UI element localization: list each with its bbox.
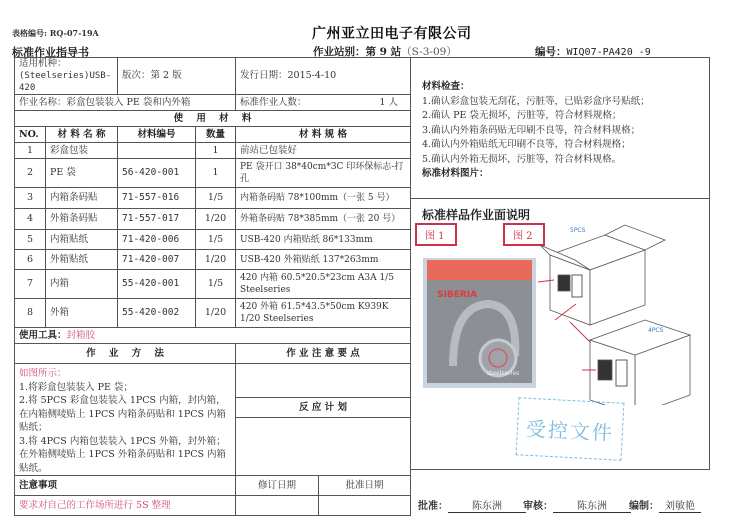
key-points-body bbox=[236, 364, 411, 398]
table-row bbox=[15, 159, 411, 188]
material-inspection bbox=[422, 80, 650, 182]
photo-box-top bbox=[427, 260, 532, 282]
dates-header bbox=[236, 476, 411, 496]
model-label: 适用机种： bbox=[19, 58, 67, 69]
notes-header-row bbox=[15, 476, 411, 496]
document-title: 标准作业指导书 bbox=[12, 46, 89, 59]
issue-date: 发行日期：2015-4-10 bbox=[236, 58, 411, 95]
row-name: 内箱 bbox=[46, 270, 118, 299]
row-spec: 420 外箱 61.5*43.5*50cm K939K 1/20 Steelseries bbox=[236, 299, 411, 328]
sample-title: 标准样品作业面说明 bbox=[422, 208, 531, 222]
row-spec: 内箱条码贴 78*100mm（一张 5 号） bbox=[236, 188, 411, 209]
version: 版次：第 2 版 bbox=[118, 58, 236, 95]
row-qty: 1/20 bbox=[196, 250, 236, 270]
headphone-icon bbox=[443, 296, 523, 381]
inspection-item: 2.确认 PE 袋无损坏，污脏等，符合材料规格； bbox=[422, 110, 622, 121]
row-no: 1 bbox=[15, 143, 46, 159]
row-qty: 1 bbox=[196, 143, 236, 159]
row-code: 56-420-001 bbox=[118, 159, 196, 188]
review-label: 审核： bbox=[523, 501, 553, 512]
row-spec: 外箱条码贴 78*385mm（一张 20 号） bbox=[236, 209, 411, 230]
notes-title: 注意事项 bbox=[15, 476, 236, 496]
row-no: 5 bbox=[15, 230, 46, 250]
key-points-title: 作 业 注 意 要 点 bbox=[236, 344, 411, 364]
materials-header-row bbox=[15, 127, 411, 143]
table-row bbox=[15, 188, 411, 209]
materials-section-title: 使 用 材 料 bbox=[15, 111, 411, 127]
notes-text: 要求对自己的工作场所进行 5S 整理 bbox=[15, 496, 236, 516]
job-name: 作业名称：彩盒包装装入 PE 袋和内外箱 bbox=[15, 95, 236, 111]
col-qty: 数量 bbox=[196, 127, 236, 143]
row-name: 内箱贴纸 bbox=[46, 230, 118, 250]
row-name: 外箱条码贴 bbox=[46, 209, 118, 230]
row-qty: 1 bbox=[196, 159, 236, 188]
method-step-3: 3.将 4PCS 内箱包装装入 1PCS 外箱，封外箱；在外箱侧唛贴上 1PCS 外箱条码贴和 1PCS 内箱贴纸。 bbox=[19, 435, 227, 474]
carton-diagram bbox=[530, 220, 706, 405]
row-spec: 前站已包装好 bbox=[236, 143, 411, 159]
docno-label: 编号： bbox=[535, 46, 567, 58]
col-spec: 材 料 规 格 bbox=[236, 127, 411, 143]
material-image-title: 标准材料图片： bbox=[422, 168, 489, 179]
revise-date-label: 修订日期 bbox=[236, 476, 319, 495]
work-instruction-table bbox=[14, 57, 411, 516]
notes-row bbox=[15, 496, 411, 516]
method-body bbox=[15, 364, 236, 476]
row-no: 7 bbox=[15, 270, 46, 299]
row-spec: 420 内箱 60.5*20.5*23cm A3A 1/5 Steelseries bbox=[236, 270, 411, 299]
product-photo bbox=[423, 258, 536, 388]
row-qty: 1/5 bbox=[196, 230, 236, 250]
tools-cell bbox=[15, 328, 411, 344]
method-title: 作 业 方 法 bbox=[15, 344, 236, 364]
dates-values bbox=[236, 496, 411, 516]
approve-label: 批准： bbox=[418, 501, 448, 512]
method-row bbox=[15, 364, 411, 398]
table-row bbox=[15, 299, 411, 328]
row-qty: 1/5 bbox=[196, 270, 236, 299]
row-spec: USB-420 外箱贴纸 137*263mm bbox=[236, 250, 411, 270]
table-row bbox=[15, 250, 411, 270]
reaction-body bbox=[236, 418, 411, 476]
tools-value: 封箱胶 bbox=[66, 329, 96, 341]
job-row bbox=[15, 95, 411, 111]
inspection-item: 1.确认彩盒包装无刮花，污脏等，已贴彩盒序号贴纸； bbox=[422, 95, 650, 107]
table-row bbox=[15, 230, 411, 250]
reaction-title: 反 应 计 划 bbox=[236, 397, 411, 418]
model-value: (Steelseries)USB-420 bbox=[19, 71, 112, 93]
model-row bbox=[15, 58, 411, 95]
row-name: 内箱条码贴 bbox=[46, 188, 118, 209]
row-code: 71-557-016 bbox=[118, 188, 196, 209]
row-name: 彩盒包装 bbox=[46, 143, 118, 159]
row-no: 8 bbox=[15, 299, 46, 328]
right-panel bbox=[410, 57, 710, 470]
row-code: 71-557-017 bbox=[118, 209, 196, 230]
approve-signoff bbox=[418, 497, 526, 513]
table-row bbox=[15, 270, 411, 299]
row-no: 3 bbox=[15, 188, 46, 209]
headcount bbox=[236, 95, 411, 111]
station-label: 作业站别：第 9 站 bbox=[313, 46, 402, 58]
approve-name: 陈东洲 bbox=[448, 497, 526, 513]
col-code: 材料编号 bbox=[118, 127, 196, 143]
table-row bbox=[15, 209, 411, 230]
table-row bbox=[15, 143, 411, 159]
tools-label: 使用工具： bbox=[19, 329, 67, 341]
svg-text:4PCS: 4PCS bbox=[648, 327, 664, 334]
approve-date-value bbox=[319, 496, 410, 515]
revise-date-value bbox=[236, 496, 319, 515]
inspection-title: 材料检查： bbox=[422, 81, 470, 92]
author-label: 编制： bbox=[629, 501, 659, 512]
inspection-item: 5.确认内外箱无损坏，污脏等，符合材料规格。 bbox=[422, 153, 622, 165]
row-qty: 1/20 bbox=[196, 299, 236, 328]
inspection-item: 3.确认内外箱条码贴无印刷不良等，符合材料规格； bbox=[422, 124, 641, 136]
photo-logo: SIBERIA bbox=[437, 290, 478, 300]
headcount-label: 标准作业人数： bbox=[240, 96, 307, 108]
review-name: 陈东洲 bbox=[553, 497, 631, 513]
author-name: 刘敏艳 bbox=[659, 497, 701, 513]
row-name: 外箱 bbox=[46, 299, 118, 328]
row-qty: 1/20 bbox=[196, 209, 236, 230]
docno-value: WIQ07-PA420 -9 bbox=[566, 47, 651, 58]
tools-row bbox=[15, 328, 411, 344]
divider bbox=[410, 198, 709, 199]
row-qty: 1/5 bbox=[196, 188, 236, 209]
model-cell bbox=[15, 58, 118, 95]
row-code: 71-420-006 bbox=[118, 230, 196, 250]
row-no: 6 bbox=[15, 250, 46, 270]
inspection-item: 4.确认内外箱贴纸无印刷不良等，符合材料规格； bbox=[422, 139, 631, 150]
figure-2-label: 图 2 bbox=[503, 223, 545, 246]
controlled-document-stamp: 受控文件 bbox=[516, 397, 625, 460]
headcount-value: 1 人 bbox=[379, 96, 398, 108]
method-header-row bbox=[15, 344, 411, 364]
row-name: PE 袋 bbox=[46, 159, 118, 188]
row-code: 55-420-002 bbox=[118, 299, 196, 328]
photo-brand: steelseries bbox=[487, 370, 520, 377]
col-no: NO. bbox=[15, 127, 46, 143]
row-name: 外箱贴纸 bbox=[46, 250, 118, 270]
author-signoff bbox=[629, 497, 701, 513]
row-spec: PE 袋开口 38*40cm*3C 印环保标志-打孔 bbox=[236, 159, 411, 188]
figure-1-label: 图 1 bbox=[415, 223, 457, 246]
row-code: 55-420-001 bbox=[118, 270, 196, 299]
station-code: （S-3-09） bbox=[401, 46, 457, 58]
row-no: 2 bbox=[15, 159, 46, 188]
form-code: 表格编号: RQ-07-19A bbox=[12, 28, 99, 38]
row-code bbox=[118, 143, 196, 159]
col-name: 材 料 名 称 bbox=[46, 127, 118, 143]
row-spec: USB-420 内箱贴纸 86*133mm bbox=[236, 230, 411, 250]
method-intro: 如图所示： bbox=[19, 368, 67, 379]
company-name: 广州亚立田电子有限公司 bbox=[312, 26, 472, 42]
row-code: 71-420-007 bbox=[118, 250, 196, 270]
svg-text:5PCS: 5PCS bbox=[570, 227, 586, 234]
method-step-1: 1.将彩盒包装装入 PE 袋； bbox=[19, 381, 133, 393]
method-step-2: 2.将 5PCS 彩盒包装装入 1PCS 内箱，封内箱，在内箱侧唛贴上 1PCS 内箱条码贴和 1PCS 内箱贴纸； bbox=[19, 395, 227, 433]
review-signoff bbox=[523, 497, 631, 513]
approve-date-label: 批准日期 bbox=[345, 479, 384, 491]
row-no: 4 bbox=[15, 209, 46, 230]
